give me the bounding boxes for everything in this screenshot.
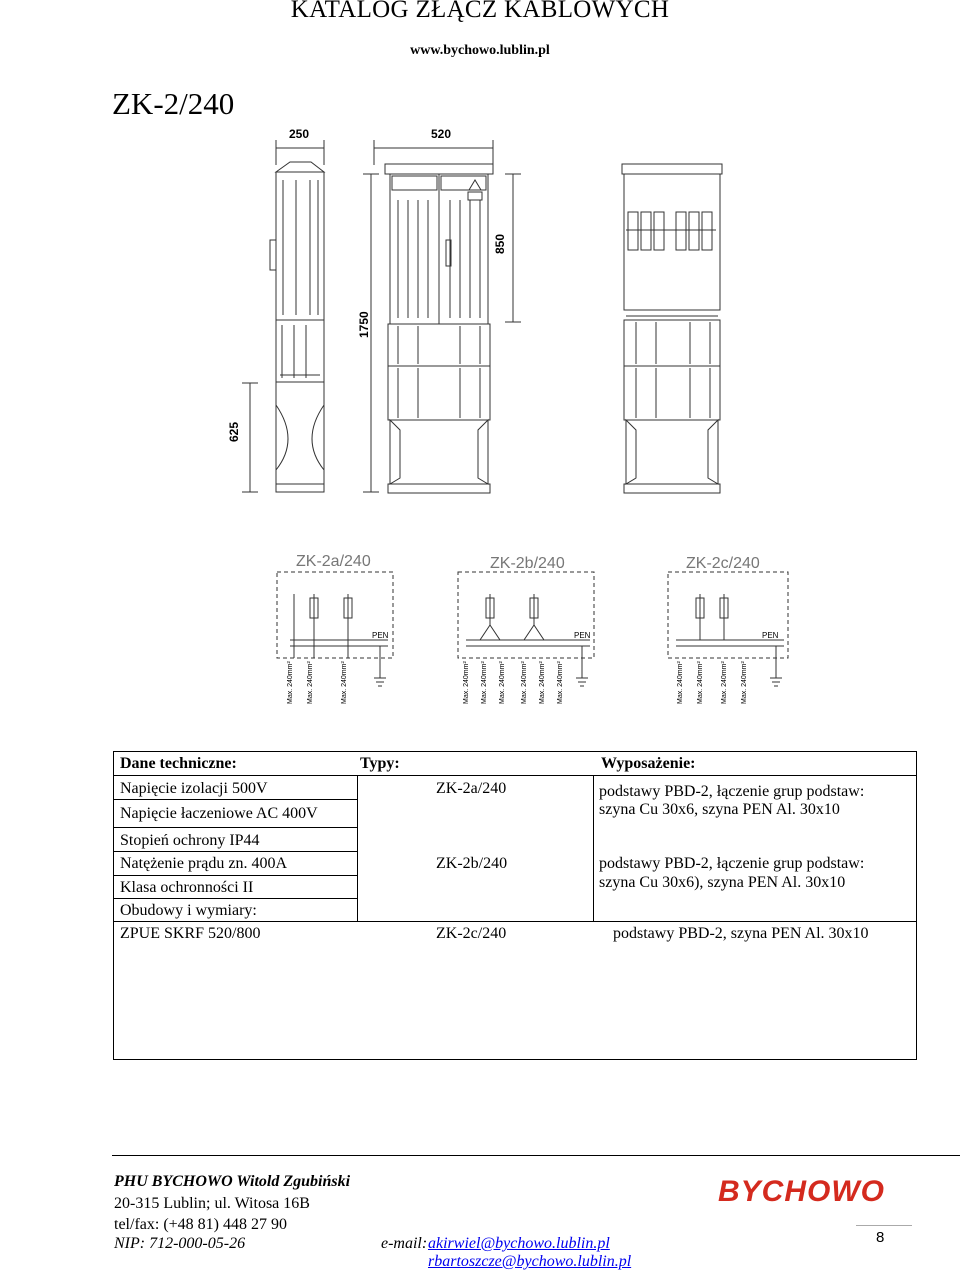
- header-equipment: Wyposażenie:: [601, 755, 696, 772]
- type-equipment: podstawy PBD-2, łączenie grup podstaw:: [599, 783, 865, 800]
- page-number: 8: [876, 1229, 885, 1246]
- type-name: ZK-2c/240: [436, 925, 507, 942]
- tech-row: Klasa ochronności II: [120, 879, 254, 896]
- type-name: ZK-2b/240: [436, 855, 508, 872]
- tech-row: ZPUE SKRF 520/800: [120, 925, 261, 942]
- header-url[interactable]: www.bychowo.lublin.pl: [410, 43, 550, 58]
- footer-company: PHU BYCHOWO Witold Zgubiński: [114, 1173, 351, 1190]
- page-number-rule: [856, 1225, 912, 1226]
- schematic-label-c: ZK-2c/240: [686, 555, 760, 572]
- cable-label: Max. 240mm²: [499, 661, 506, 704]
- cable-label: Max. 240mm²: [341, 661, 348, 704]
- dim-label-520: 520: [431, 127, 452, 141]
- schematic-a: [277, 572, 393, 686]
- pen-label-c: PEN: [762, 631, 779, 640]
- logo-text: BYCHOWO: [718, 1175, 885, 1208]
- bychowo-logo: [716, 1174, 916, 1208]
- dim-label-850: 850: [493, 233, 507, 254]
- dim-label-250: 250: [289, 127, 310, 141]
- pen-label-b: PEN: [574, 631, 591, 640]
- email-link-2[interactable]: rbartoszcze@bychowo.lublin.pl: [428, 1253, 632, 1270]
- schematic-label-a: ZK-2a/240: [296, 553, 371, 570]
- tech-row: Napięcie izolacji 500V: [120, 780, 268, 797]
- cable-label: Max. 240mm²: [697, 661, 704, 704]
- catalog-title: KATALOG ZŁĄCZ KABLOWYCH: [290, 0, 670, 23]
- specification-table: [113, 751, 917, 1060]
- cable-label: Max. 240mm²: [677, 661, 684, 704]
- cable-label: Max. 240mm²: [307, 661, 314, 704]
- interior-view: [622, 164, 722, 493]
- footer-tel: tel/fax: (+48 81) 448 27 90: [114, 1216, 287, 1233]
- schematic-c: [668, 572, 788, 686]
- email-link-1[interactable]: akirwiel@bychowo.lublin.pl: [428, 1235, 610, 1252]
- footer-divider: [112, 1155, 960, 1156]
- cable-label: Max. 240mm²: [539, 661, 546, 704]
- cable-label: Max. 240mm²: [287, 661, 294, 704]
- tech-row: Obudowy i wymiary:: [120, 902, 257, 919]
- dim-label-1750: 1750: [357, 311, 371, 338]
- cable-label: Max. 240mm²: [721, 661, 728, 704]
- header-types: Typy:: [360, 755, 400, 772]
- email-label: e-mail:: [381, 1235, 428, 1252]
- footer-address: 20-315 Lublin; ul. Witosa 16B: [114, 1195, 310, 1212]
- type-equipment: szyna Cu 30x6), szyna PEN Al. 30x10: [599, 874, 846, 891]
- type-equipment: szyna Cu 30x6, szyna PEN Al. 30x10: [599, 801, 840, 818]
- fuse-bases: [626, 212, 716, 250]
- pen-label-a: PEN: [372, 631, 389, 640]
- cable-label: Max. 240mm²: [481, 661, 488, 704]
- tech-row: Natężenie prądu zn. 400A: [120, 855, 288, 872]
- schematic-label-b: ZK-2b/240: [490, 555, 565, 572]
- cable-label: Max. 240mm²: [557, 661, 564, 704]
- type-name: ZK-2a/240: [436, 780, 507, 797]
- tech-row: Stopień ochrony IP44: [120, 832, 260, 849]
- tech-row: Napięcie łaczeniowe AC 400V: [120, 805, 318, 822]
- side-view: [270, 162, 324, 492]
- footer-nip: NIP: 712-000-05-26: [114, 1235, 246, 1252]
- dim-label-625: 625: [227, 421, 241, 442]
- front-view: [385, 164, 493, 493]
- cable-label: Max. 240mm²: [463, 661, 470, 704]
- cable-label: Max. 240mm²: [741, 661, 748, 704]
- type-equipment: podstawy PBD-2, łączenie grup podstaw:: [599, 855, 865, 872]
- header-tech: Dane techniczne:: [120, 755, 237, 772]
- model-name: ZK-2/240: [112, 86, 235, 121]
- cable-label: Max. 240mm²: [521, 661, 528, 704]
- type-equipment: podstawy PBD-2, szyna PEN Al. 30x10: [613, 925, 869, 942]
